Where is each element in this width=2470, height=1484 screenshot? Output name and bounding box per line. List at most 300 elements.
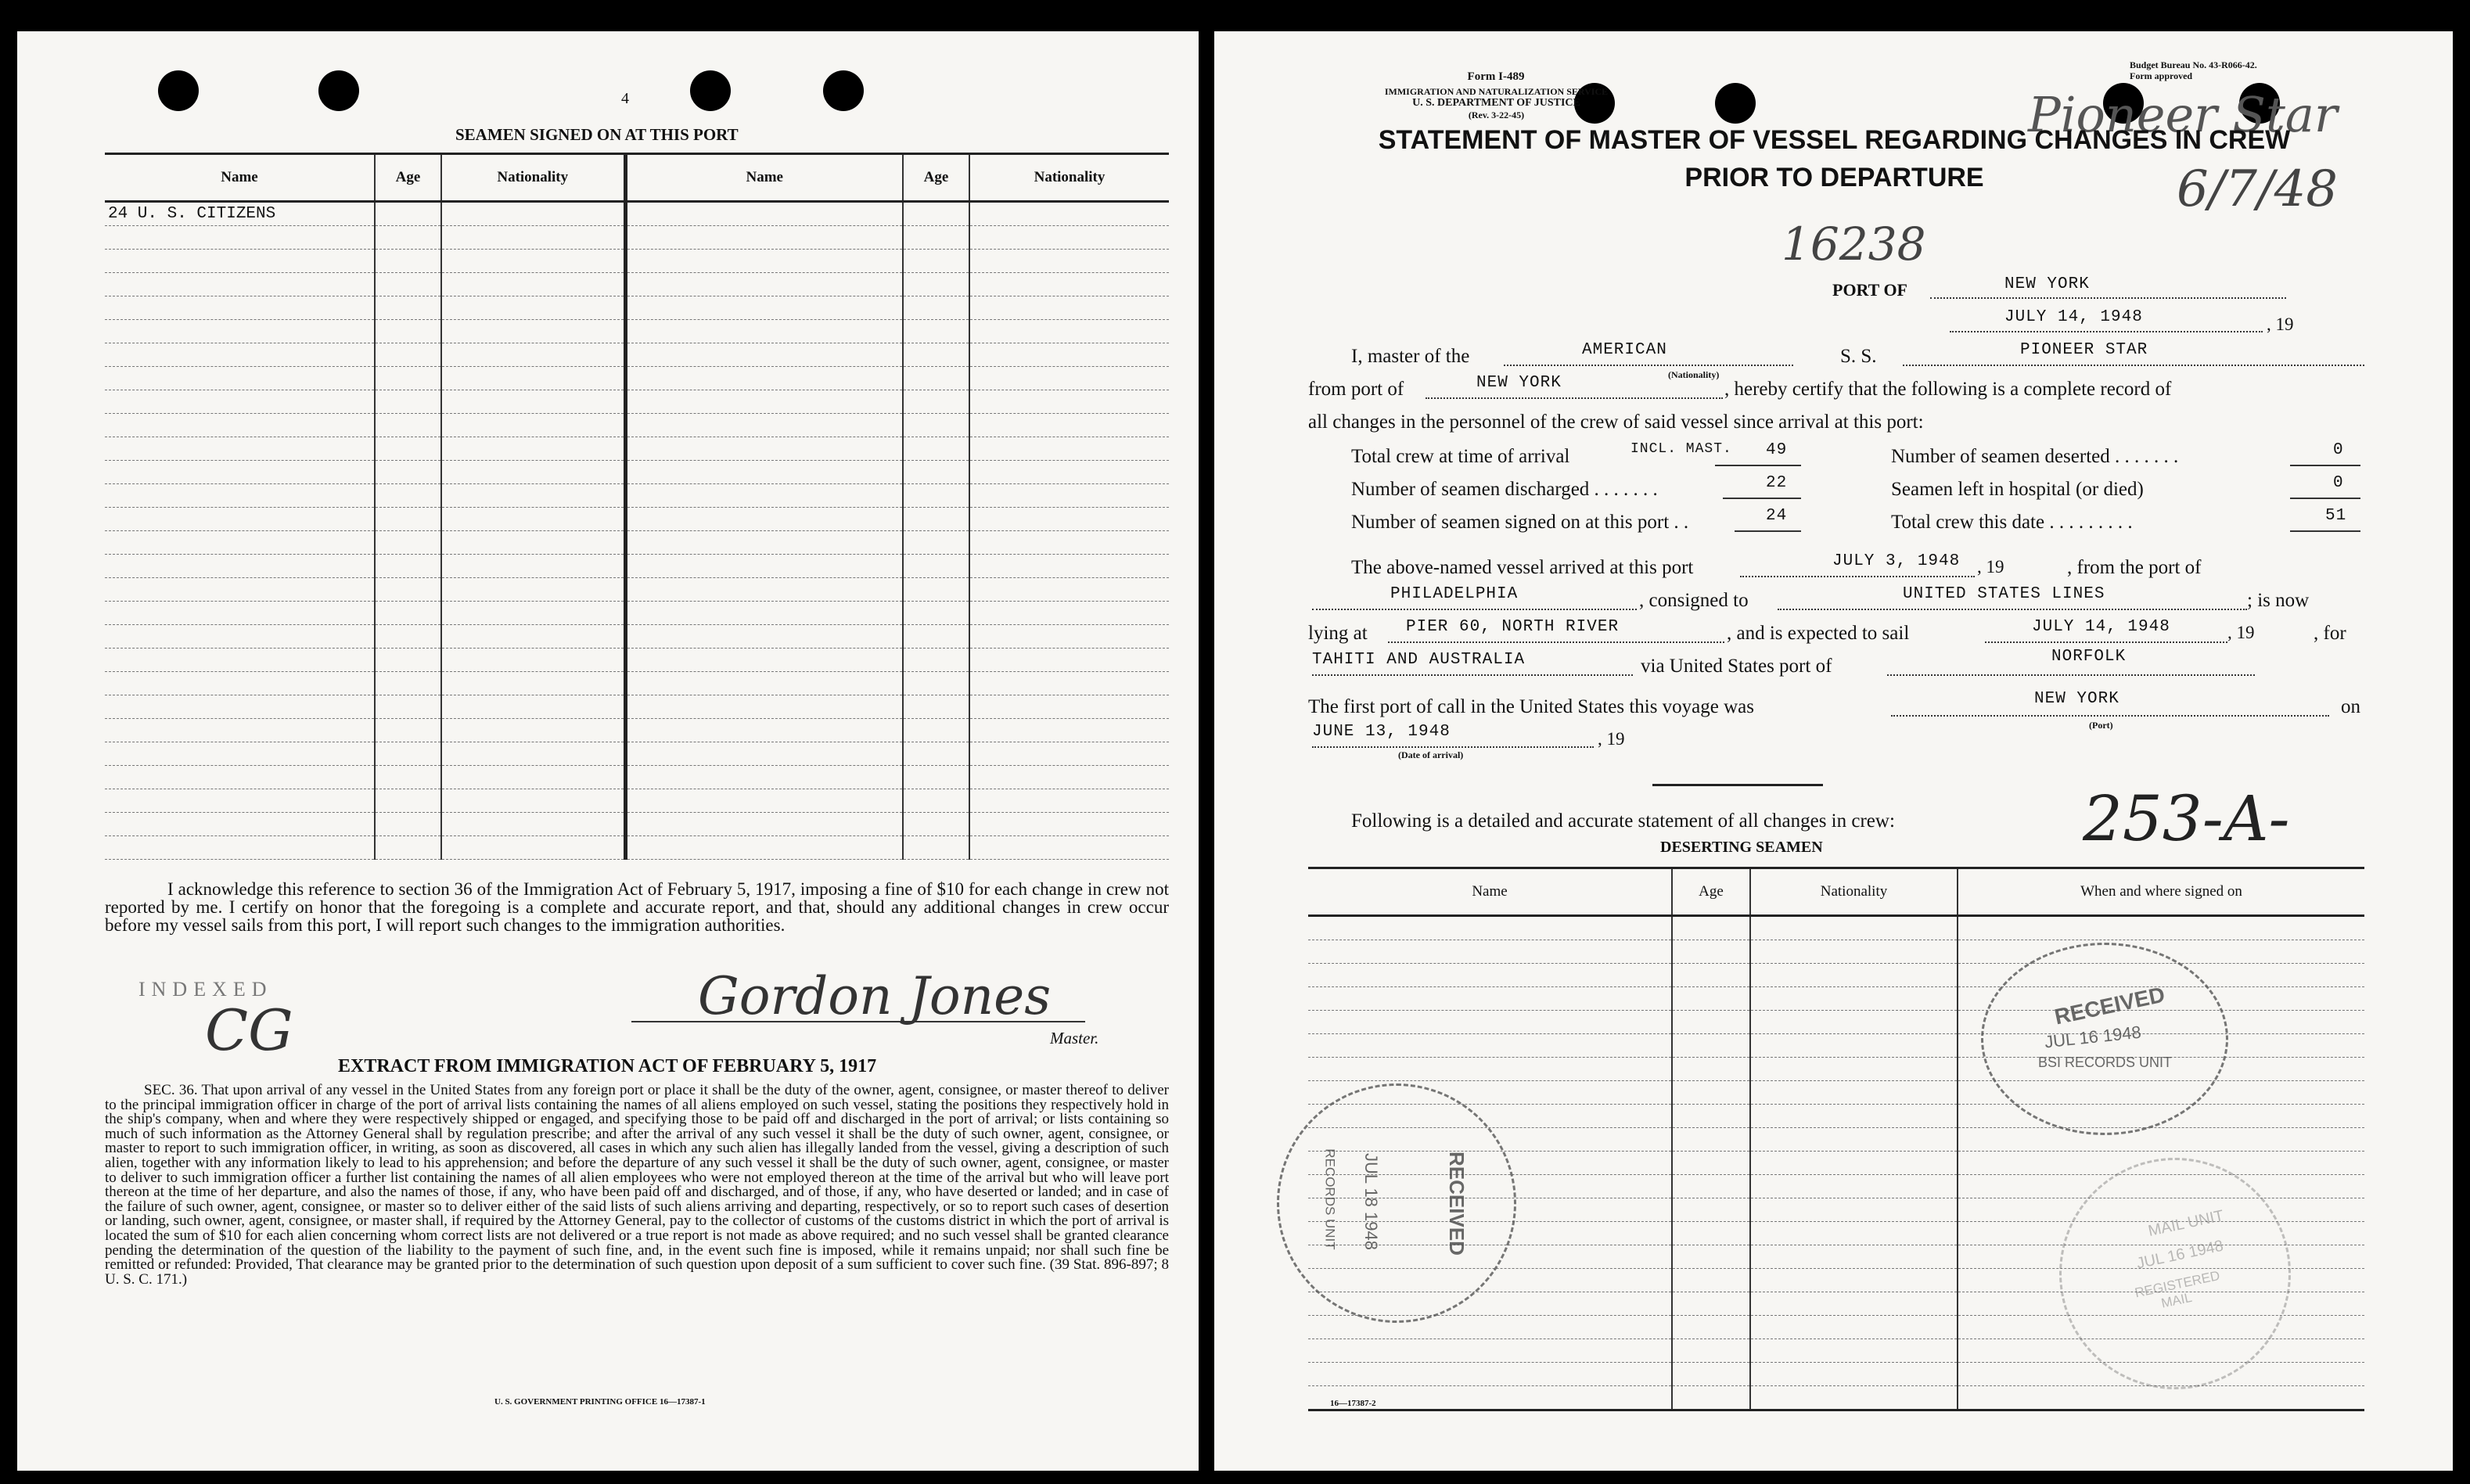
table-cell: [1308, 964, 1672, 987]
stamp-received-text: RECEIVED: [1444, 1152, 1469, 1256]
table-cell: [105, 742, 375, 766]
agency-line-1: IMMIGRATION AND NATURALIZATION SERVICE: [1384, 86, 1609, 97]
table-cell: [375, 766, 441, 789]
col-nationality: Nationality: [441, 154, 625, 202]
table-cell: [1308, 1339, 1672, 1363]
table-row: [105, 719, 1169, 742]
port-of-label: PORT OF: [1832, 280, 1907, 300]
table-cell: [625, 367, 903, 390]
table-cell: [1750, 1269, 1958, 1292]
deserted-value: 0: [2333, 441, 2344, 459]
table-cell: [969, 484, 1169, 508]
extract-text: SEC. 36. That upon arrival of any vessel in the United States from any foreign port or place it shall be the duty of the owner, agent, consignee, or master thereof to deliver to the principal immigration officer in charge of the port of arrival lists containing the names of all aliens employed on such vessel, stating the positions they respectively hold in the ship's company, when and where they were respectively shipped or engaged, and specifying those to be paid off and discharged in the port of arrival; or lists containing so much of such information as the Attorney General shall by regulation prescribe; and after the arrival of any such vessel it shall be the duty of such owner, agent, consignee, or master to report to such immigration officer, in writing, as soon as discovered, all cases in which any such alien has illegally landed from the vessel, giving a description of such alien, together with any information likely to lead to his apprehension; and before the departure of any such vessel it shall be the duty of such owner, agent, consignee, or master to deliver to such immigration officer a further list containing the names of all alien employees who were not employed thereon at the time of the arrival but who will leave port thereon at the time of her departure, and also the names of those, if any, who have been paid off and discharged, and of those, if any, who have deserted or landed; and in case of the failure of such owner, agent, consignee, or master so to deliver either of the said lists of such aliens arriving and departing, respectively, or so to report such cases of desertion or landing, such owner, agent, consignee, or master shall, if required by the Attorney General, pay to the collector of customs of the customs district in which the port of arrival is located the sum of $10 for each alien concerning whom correct lists are not delivered or a true report is not made as above required; and no such vessel shall be granted clearance pending the determination of the question of the liability to the payment of such fine, and, in the event such fine is imposed, while it remains unpaid; nor shall such fine be remitted or refunded: Provided, That clearance may be granted prior to the determination of such question upon deposit of a sum sufficient to cover such fine. (39 Stat. 896-897; 8 U. S. C. 171.): [105, 1082, 1169, 1288]
table-cell: [903, 320, 969, 343]
table-cell: [1672, 1105, 1750, 1128]
table-cell: [105, 766, 375, 789]
table-cell: [441, 695, 625, 719]
table-cell: [375, 602, 441, 625]
deserting-title: DESERTING SEAMEN: [1660, 839, 1823, 856]
table-cell: [903, 250, 969, 273]
table-cell: [625, 625, 903, 649]
table-cell: [441, 578, 625, 602]
table-cell: [625, 649, 903, 672]
table-cell: [1672, 1269, 1750, 1292]
table-cell: [1672, 1198, 1750, 1222]
table-cell: [375, 695, 441, 719]
from-the-port-label: , from the port of: [2067, 557, 2202, 578]
table-cell: [1750, 987, 1958, 1011]
form-approved: Form approved: [2130, 70, 2193, 81]
table-row: [105, 649, 1169, 672]
table-cell: [441, 367, 625, 390]
table-cell: [105, 508, 375, 531]
table-cell: [1958, 916, 2364, 940]
table-cell: [625, 508, 903, 531]
year-suffix: , 19: [1598, 729, 1625, 749]
table-row: [105, 695, 1169, 719]
table-cell: [1308, 1316, 1672, 1339]
year-suffix: , 19: [2267, 314, 2294, 334]
table-cell: [903, 789, 969, 813]
col-age: Age: [375, 154, 441, 202]
table-cell: [903, 531, 969, 555]
table-cell: [441, 836, 625, 860]
table-row: [1308, 1386, 2364, 1410]
printer-note: U. S. GOVERNMENT PRINTING OFFICE 16—17387-1: [494, 1397, 706, 1407]
table-cell: [903, 390, 969, 414]
table-cell: [1750, 1105, 1958, 1128]
nationality-value: AMERICAN: [1582, 341, 1667, 359]
table-cell: [625, 742, 903, 766]
sail-date-value: JULY 14, 1948: [2032, 618, 2170, 636]
table-cell: [441, 672, 625, 695]
table-cell: [625, 555, 903, 578]
table-cell: [105, 813, 375, 836]
table-cell: [969, 226, 1169, 250]
table-cell: [105, 390, 375, 414]
table-cell: [625, 250, 903, 273]
arrived-label: The above-named vessel arrived at this port: [1351, 557, 1694, 578]
table-cell: [441, 461, 625, 484]
table-row: [105, 367, 1169, 390]
section-title: SEAMEN SIGNED ON AT THIS PORT: [455, 125, 739, 144]
table-cell: [969, 742, 1169, 766]
table-row: [1308, 916, 2364, 940]
table-cell: [1308, 1058, 1672, 1081]
table-cell: [105, 437, 375, 461]
extract-title: EXTRACT FROM IMMIGRATION ACT OF FEBRUARY 5, 1917: [338, 1056, 877, 1076]
table-cell: [441, 343, 625, 367]
table-cell: [441, 273, 625, 296]
divider: [1652, 784, 1823, 786]
table-cell: [441, 813, 625, 836]
table-row: [105, 202, 1169, 226]
vessel-name: PIONEER STAR: [2020, 341, 2148, 359]
table-cell: [903, 836, 969, 860]
table-cell: [375, 296, 441, 320]
printer-note: 16—17387-2: [1330, 1399, 1376, 1408]
table-cell: [441, 789, 625, 813]
table-cell: [105, 695, 375, 719]
table-cell: [441, 531, 625, 555]
port-caption: (Port): [2089, 720, 2113, 731]
table-cell: [1672, 1339, 1750, 1363]
handwritten-file-number: 16238: [1781, 217, 1926, 271]
table-cell: [625, 531, 903, 555]
table-cell: [1750, 1292, 1958, 1316]
table-cell: [1672, 1128, 1750, 1152]
col-age: Age: [1672, 868, 1750, 916]
table-cell: [903, 508, 969, 531]
table-cell: [903, 813, 969, 836]
from-port-label: from port of: [1308, 379, 1404, 400]
table-cell: [1672, 1245, 1750, 1269]
table-cell: [1750, 1058, 1958, 1081]
for-label: , for: [2314, 623, 2346, 644]
master-label: Master.: [1050, 1029, 1099, 1047]
arrival-date-value: JUNE 13, 1948: [1312, 723, 1451, 741]
via-label: via United States port of: [1641, 656, 1832, 677]
table-cell: [105, 250, 375, 273]
col-name: Name: [105, 154, 375, 202]
table-cell: [903, 296, 969, 320]
table-cell: [375, 320, 441, 343]
table-cell: [1672, 1011, 1750, 1034]
table-cell: [625, 836, 903, 860]
consignee-value: UNITED STATES LINES: [1903, 585, 2105, 603]
table-cell: [625, 602, 903, 625]
table-cell: [441, 390, 625, 414]
table-cell: [903, 695, 969, 719]
table-cell: [375, 625, 441, 649]
table-cell: [1750, 1363, 1958, 1386]
form-number: Form I-489: [1467, 70, 1525, 83]
table-cell: [375, 414, 441, 437]
year-suffix: , 19: [1977, 557, 2004, 577]
on-label: on: [2341, 696, 2360, 717]
form-title-line-2: PRIOR TO DEPARTURE: [1684, 163, 1984, 192]
table-cell: [105, 672, 375, 695]
table-cell: [441, 555, 625, 578]
table-cell: [375, 672, 441, 695]
table-cell: [1672, 1058, 1750, 1081]
table-cell: [625, 766, 903, 789]
table-cell: [375, 719, 441, 742]
table-cell: [1750, 1339, 1958, 1363]
first-port-value: NEW YORK: [2034, 690, 2119, 708]
table-cell: [625, 320, 903, 343]
table-cell: [625, 202, 903, 226]
handwritten-date: 6/7/48: [2177, 160, 2338, 218]
table-cell: [441, 414, 625, 437]
table-cell: [105, 836, 375, 860]
table-cell: [105, 296, 375, 320]
total-crew-date-value: 51: [2325, 507, 2347, 525]
page-number: 4: [621, 90, 629, 107]
table-row: [105, 578, 1169, 602]
master-signature: Gordon Jones: [698, 966, 1052, 1026]
expected-sail-label: , and is expected to sail: [1727, 623, 1910, 644]
table-cell: [375, 202, 441, 226]
table-row: [105, 813, 1169, 836]
table-cell: [105, 789, 375, 813]
table-cell: [105, 555, 375, 578]
table-cell: [969, 437, 1169, 461]
stamp-mail-unit: MAIL UNIT: [2146, 1207, 2226, 1240]
table-cell: [375, 250, 441, 273]
table-row: [105, 484, 1169, 508]
table-row: [105, 250, 1169, 273]
table-cell: [903, 578, 969, 602]
table-cell: [375, 484, 441, 508]
table-row: [105, 555, 1169, 578]
initials: CG: [205, 997, 293, 1063]
table-row: [105, 531, 1169, 555]
table-cell: [1672, 1386, 1750, 1410]
table-cell: [625, 296, 903, 320]
table-row: [105, 273, 1169, 296]
handwritten-code: 253-A-: [2083, 782, 2290, 855]
table-cell: [969, 273, 1169, 296]
table-row: [105, 742, 1169, 766]
table-cell: [1672, 1316, 1750, 1339]
acknowledgment-text: I acknowledge this reference to section 36 of the Immigration Act of February 5, 1917, imposing a fine of $10 for each change in crew not reported by me. I certify on honor that the foregoing is a complete and accurate report, and that, should any additional changes in crew occur before my vessel sails from this port, I will report such changes to the immigration authorities.: [105, 879, 1169, 935]
table-cell: [969, 367, 1169, 390]
table-cell: [625, 672, 903, 695]
table-cell: [105, 414, 375, 437]
table-cell: [903, 226, 969, 250]
table-cell: [375, 367, 441, 390]
stamp-received-text: RECEIVED: [2052, 982, 2167, 1029]
table-cell: [375, 437, 441, 461]
table-cell: [969, 813, 1169, 836]
table-cell: [903, 273, 969, 296]
arrival-date-caption: (Date of arrival): [1398, 749, 1464, 760]
stamp-unit: BSI RECORDS UNIT: [2038, 1055, 2173, 1070]
table-row: [105, 508, 1169, 531]
table-cell: [1672, 964, 1750, 987]
agency-line-2: U. S. DEPARTMENT OF JUSTICE: [1412, 97, 1580, 109]
table-cell: [105, 578, 375, 602]
via-port-value: NORFOLK: [2051, 648, 2127, 666]
year-suffix: , 19: [2227, 623, 2255, 642]
table-cell: [1958, 1386, 2364, 1410]
table-cell: [441, 602, 625, 625]
form-revision: (Rev. 3-22-45): [1468, 110, 1525, 120]
table-row: [105, 296, 1169, 320]
table-cell: [969, 202, 1169, 226]
table-cell: [441, 484, 625, 508]
right-page: [1214, 31, 2453, 1471]
table-cell: [441, 719, 625, 742]
table-header-row: [105, 154, 1169, 202]
table-cell: [1750, 1011, 1958, 1034]
table-cell: [441, 202, 625, 226]
punch-hole: [318, 70, 359, 111]
certify-text: , hereby certify that the following is a complete record of: [1724, 379, 2172, 400]
table-cell: [903, 484, 969, 508]
table-cell: [625, 226, 903, 250]
table-cell: [375, 555, 441, 578]
table-cell: [625, 461, 903, 484]
table-cell: [969, 320, 1169, 343]
table-cell: [105, 649, 375, 672]
stamp-unit: RECORDS UNIT: [1322, 1148, 1338, 1250]
table-cell: [105, 531, 375, 555]
table-cell: [441, 649, 625, 672]
discharged-label: Number of seamen discharged . . . . . . .: [1351, 479, 1658, 500]
table-row: [105, 226, 1169, 250]
port-value: NEW YORK: [2004, 275, 2090, 293]
table-cell: [1672, 1034, 1750, 1058]
table-cell: [969, 531, 1169, 555]
total-crew-arrival-note: INCL. MAST.: [1630, 441, 1732, 457]
stamp-date: JUL 18 1948: [1361, 1153, 1381, 1250]
lying-at-value: PIER 60, NORTH RIVER: [1406, 618, 1620, 636]
table-cell: [441, 296, 625, 320]
table-cell: [375, 461, 441, 484]
table-cell: [441, 625, 625, 649]
stamp-date: JUL 16 1948: [2134, 1237, 2225, 1273]
table-cell: [1672, 940, 1750, 964]
table-cell: [105, 719, 375, 742]
seamen-signed-on-table: [105, 153, 1169, 860]
table-cell: [105, 625, 375, 649]
table-cell: [969, 625, 1169, 649]
table-cell: [105, 602, 375, 625]
table-cell: [969, 508, 1169, 531]
following-text: Following is a detailed and accurate statement of all changes in crew:: [1351, 810, 1895, 832]
form-title-line-1: STATEMENT OF MASTER OF VESSEL REGARDING CHANGES IN CREW: [1378, 125, 2291, 155]
budget-bureau-number: Budget Bureau No. 43-R066-42.: [2130, 59, 2257, 70]
table-cell: [625, 273, 903, 296]
table-cell: [375, 813, 441, 836]
table-row: [105, 320, 1169, 343]
table-cell: [1672, 1175, 1750, 1198]
table-cell: [105, 343, 375, 367]
table-row: [105, 625, 1169, 649]
table-cell: [903, 437, 969, 461]
date-value: JULY 14, 1948: [2004, 308, 2143, 326]
total-crew-arrival-label: Total crew at time of arrival: [1351, 446, 1570, 467]
col-name: Name: [1308, 868, 1672, 916]
table-cell: [1308, 1363, 1672, 1386]
table-row: [105, 789, 1169, 813]
hospital-label: Seamen left in hospital (or died): [1891, 479, 2144, 500]
table-cell: [969, 555, 1169, 578]
table-cell: [105, 484, 375, 508]
col-when-where: When and where signed on: [1958, 868, 2364, 916]
table-cell: [625, 813, 903, 836]
table-cell: [625, 695, 903, 719]
table-cell: [1308, 1011, 1672, 1034]
table-cell: [1750, 1198, 1958, 1222]
table-cell: [625, 390, 903, 414]
table-cell: [1750, 1081, 1958, 1105]
table-cell: [375, 789, 441, 813]
col-age: Age: [903, 154, 969, 202]
table-cell: [1750, 1316, 1958, 1339]
table-cell: [969, 719, 1169, 742]
table-cell: [625, 789, 903, 813]
table-cell: [969, 578, 1169, 602]
table-cell: [441, 508, 625, 531]
table-row: [105, 414, 1169, 437]
table-cell: [1308, 940, 1672, 964]
table-cell: [1750, 1152, 1958, 1175]
handwritten-ship-name: Pioneer Star: [2028, 86, 2338, 143]
table-row: [1308, 940, 2364, 964]
table-cell: [969, 414, 1169, 437]
consigned-label: , consigned to: [1639, 590, 1749, 611]
table-cell: [903, 461, 969, 484]
table-cell: [441, 320, 625, 343]
table-cell: [1750, 1128, 1958, 1152]
table-cell: [625, 343, 903, 367]
table-cell: [441, 437, 625, 461]
received-stamp-2: [1277, 1083, 1516, 1323]
table-cell: [969, 836, 1169, 860]
signed-on-value: 24: [1766, 507, 1788, 525]
table-cell: [969, 672, 1169, 695]
table-cell: [625, 719, 903, 742]
table-row: [105, 390, 1169, 414]
signed-on-label: Number of seamen signed on at this port . .: [1351, 512, 1689, 533]
table-row: [105, 836, 1169, 860]
table-cell: [1750, 916, 1958, 940]
table-cell: [1750, 1222, 1958, 1245]
punch-hole: [158, 70, 199, 111]
table-cell: [903, 742, 969, 766]
punch-hole: [1715, 83, 1756, 124]
table-cell: [1672, 916, 1750, 940]
destination-value: TAHITI AND AUSTRALIA: [1312, 651, 1526, 669]
table-cell: [903, 766, 969, 789]
table-cell: [903, 367, 969, 390]
table-cell: [375, 649, 441, 672]
table-cell: [903, 202, 969, 226]
table-cell: [375, 273, 441, 296]
table-cell: [375, 578, 441, 602]
table-cell: [105, 461, 375, 484]
table-cell: [375, 836, 441, 860]
table-cell: [105, 367, 375, 390]
table-cell: [375, 390, 441, 414]
table-row: [105, 766, 1169, 789]
table-cell: [903, 555, 969, 578]
table-cell: [1672, 1081, 1750, 1105]
table-cell: [969, 602, 1169, 625]
lying-at-label: lying at: [1308, 623, 1368, 644]
table-cell: [441, 742, 625, 766]
table-cell: [1308, 916, 1672, 940]
received-stamp-1: [1981, 943, 2228, 1135]
table-header-row: [1308, 868, 2364, 916]
table-row: [105, 672, 1169, 695]
table-cell: [375, 343, 441, 367]
total-crew-arrival-value: 49: [1766, 441, 1788, 459]
punch-hole: [690, 70, 731, 111]
discharged-value: 22: [1766, 474, 1788, 492]
table-cell: [625, 578, 903, 602]
stamp-registered: REGISTERED MAIL: [2133, 1267, 2222, 1311]
table-cell: [375, 742, 441, 766]
table-cell: [903, 672, 969, 695]
table-cell: [375, 226, 441, 250]
ss-label: S. S.: [1840, 346, 1877, 367]
first-port-label: The first port of call in the United States this voyage was: [1308, 696, 1755, 717]
table-cell: [903, 602, 969, 625]
